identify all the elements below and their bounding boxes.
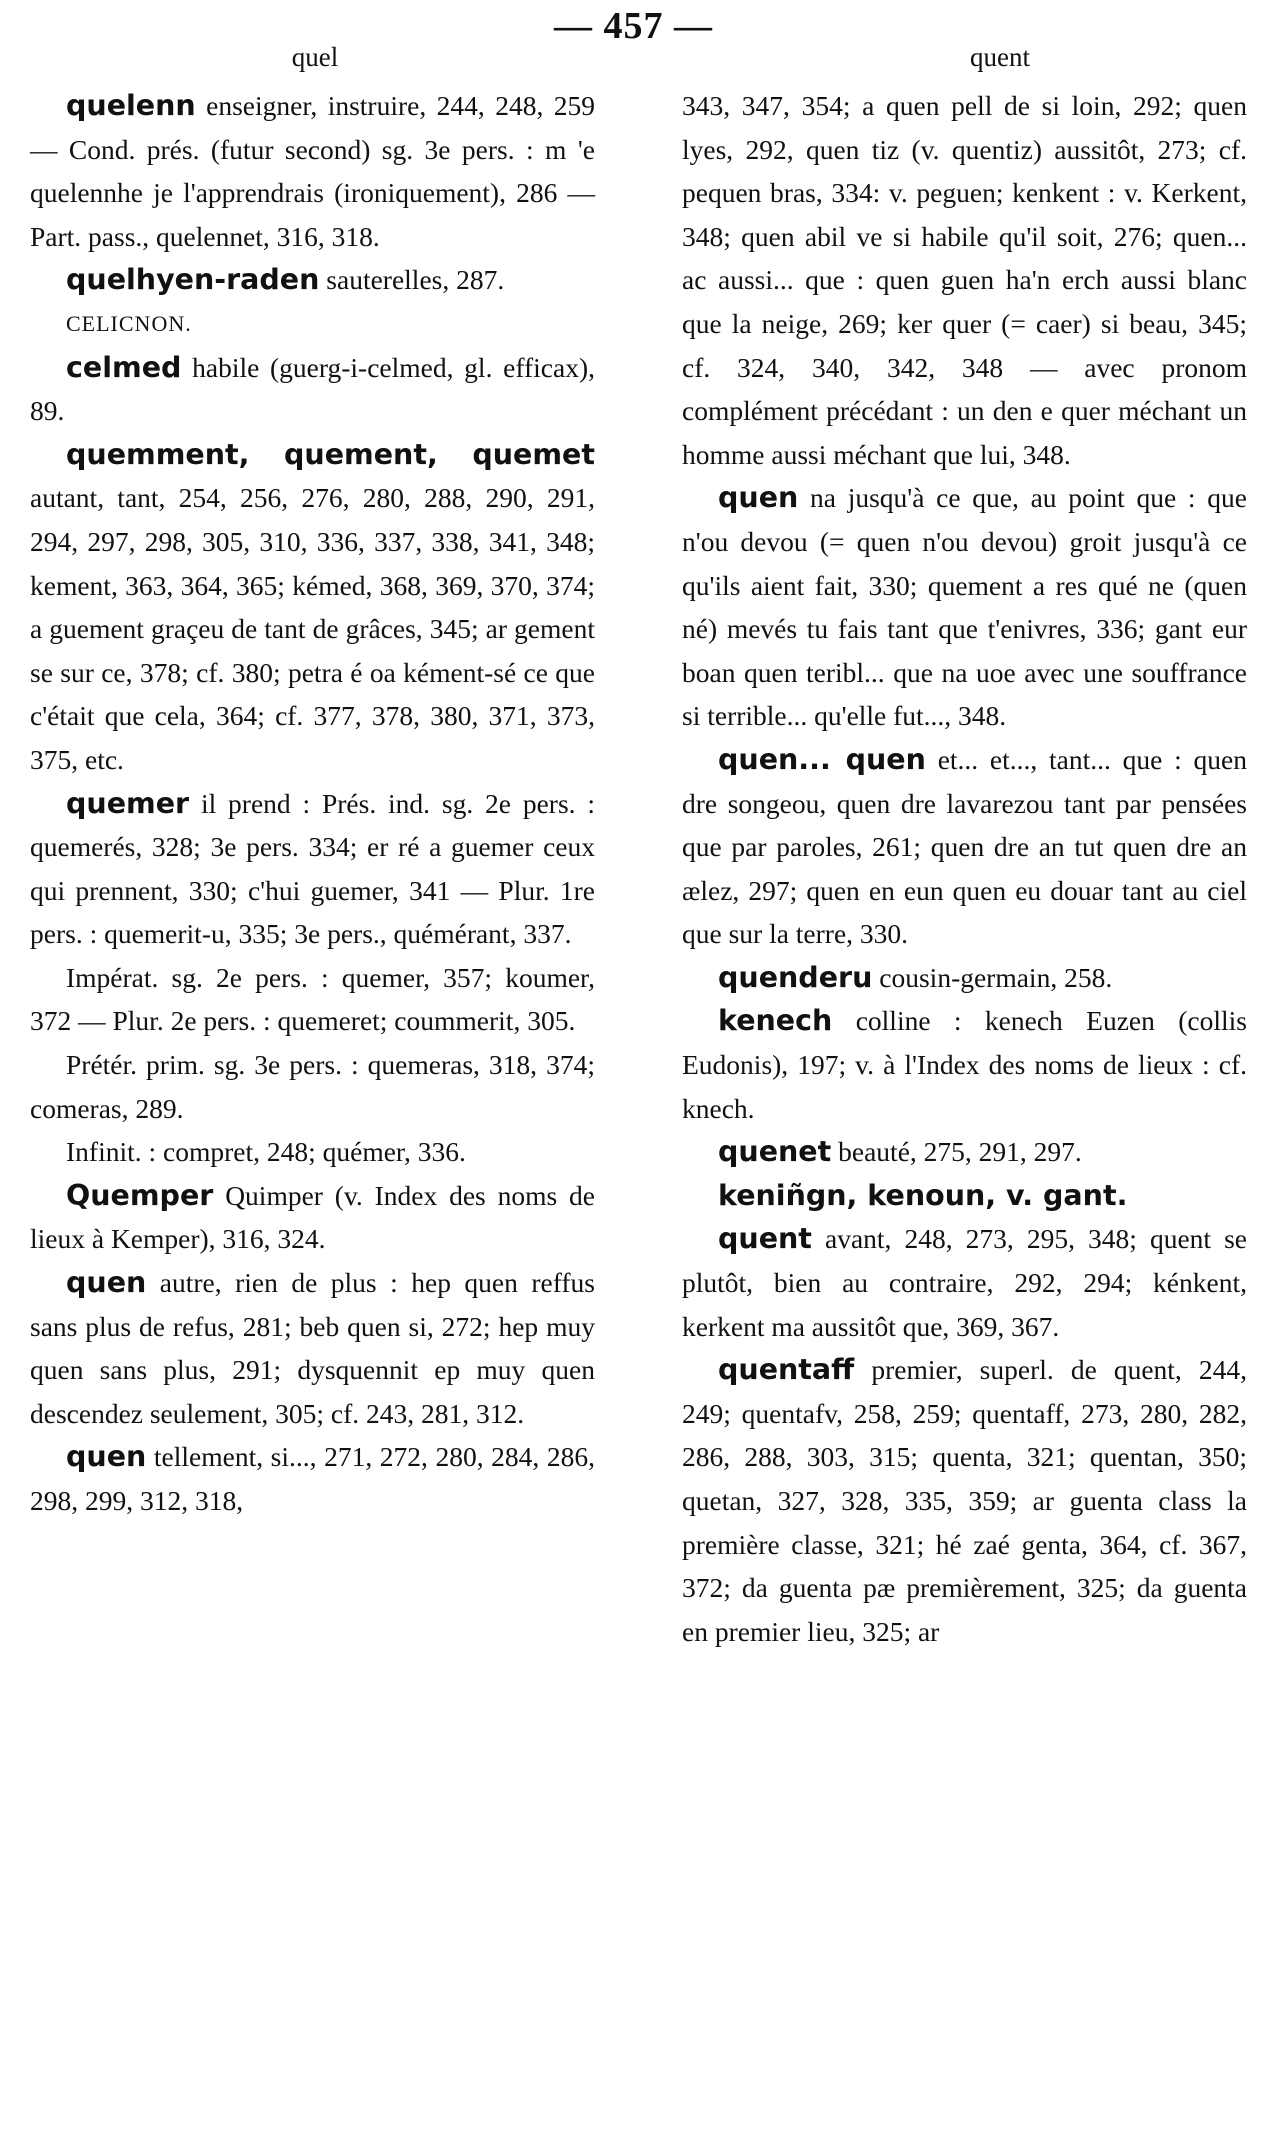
- entry-text: na jusqu'à ce que, au point que : que n'ou devou (= quen n'ou devou) groit jusqu'à ce qu'ils aient fait, 330; quement a res qué ne (quen né) mevés tu fais tant que t'enivres, 336; gant eur boan quen teribl... que na uoe avec une souffrance si terrible... qu'elle fut..., 348.: [682, 482, 1247, 732]
- entry-celicnon: CELICNON.: [66, 310, 192, 336]
- headword: quemer: [66, 786, 190, 820]
- entry-quemment: [30, 433, 595, 782]
- entry-quen-tellement: [30, 1435, 595, 1522]
- entry-text: beauté, 275, 291, 297.: [831, 1136, 1082, 1168]
- entry-quen-quen: [682, 738, 1247, 956]
- headword: quenderu: [718, 960, 873, 994]
- entry-quemer-infinit: Infinit. : compret, 248; quémer, 336.: [66, 1136, 466, 1168]
- headword: quen: [66, 1440, 147, 1474]
- headword: quent: [718, 1222, 812, 1256]
- headword: celmed: [66, 350, 182, 384]
- entry-quemer-imperat: Impérat. sg. 2e pers. : quemer, 357; koumer, 372 — Plur. 2e pers. : quemeret; coummerit, 305.: [30, 961, 595, 1037]
- entry-text: habile (guerg-i-celmed, gl. efficax), 89.: [30, 351, 595, 427]
- entry-text: tellement, si..., 271, 272, 280, 284, 286, 298, 299, 312, 318,: [30, 1441, 595, 1516]
- running-head-right: quent: [970, 42, 1030, 72]
- right-column: [682, 84, 1247, 1653]
- entry-text: autant, tant, 254, 256, 276, 280, 288, 290, 291, 294, 297, 298, 305, 310, 336, 337, 338, 341, 348; kement, 363, 364, 365; kémed, 368, 369, 370, 374; a guement graçeu de tant de grâces, 345; ar gement se sur ce, 378; cf. 380; petra é oa kément-sé ce que c'était que cela, 364; cf. 377, 378, 380, 371, 373, 375, etc.: [30, 482, 595, 775]
- entry-quemper: [30, 1174, 595, 1261]
- page-number: — 457 —: [554, 5, 713, 47]
- headword: quemment, quement, quemet: [66, 437, 595, 471]
- entry-celmed: [30, 346, 595, 433]
- entry-text: Quimper (v. Index des noms de lieux à Kemper), 316, 324.: [30, 1179, 595, 1255]
- headword: Quemper: [66, 1178, 214, 1212]
- entry-quentaff: [682, 1348, 1247, 1653]
- entry-quent: [682, 1217, 1247, 1348]
- entry-text: colline : kenech Euzen (collis Eudonis), 197; v. à l'Index des noms de lieux : cf. knech.: [682, 1005, 1247, 1124]
- entry-quelhyen-raden: [30, 258, 595, 302]
- entry-quenet: [682, 1130, 1247, 1174]
- headword: quelhyen-raden: [66, 263, 320, 297]
- entry-keningn: [682, 1174, 1247, 1218]
- headword: keniñgn, kenoun, v. gant.: [718, 1178, 1128, 1212]
- running-head-left: quel: [291, 42, 339, 72]
- headword: quen: [66, 1266, 147, 1300]
- entry-quemer: [30, 782, 595, 956]
- headword: quen: [718, 481, 799, 515]
- headword: kenech: [718, 1004, 833, 1038]
- headword: quelenn: [66, 89, 196, 122]
- entry-quen-na: [682, 476, 1247, 738]
- entry-text: cousin-germain, 258.: [872, 961, 1113, 993]
- entry-quenderu: [682, 956, 1247, 1000]
- entry-text: enseigner, instruire, 244, 248, 259 — Cond. prés. (futur second) sg. 3e pers. : m 'e quelennhe je l'apprendrais (ironiquement), 286 — Part. pass., quelennet, 316, 318.: [30, 90, 595, 252]
- entry-text: il prend : Prés. ind. sg. 2e pers. : quemerés, 328; 3e pers. 334; er ré a guemer ceux qui prennent, 330; c'hui guemer, 341 — Plur. 1re pers. : quemerit-u, 335; 3e pers., quémérant, 337.: [30, 787, 595, 950]
- left-column: [30, 84, 595, 1523]
- entry-quemer-preter: Prétér. prim. sg. 3e pers. : quemeras, 318, 374; comeras, 289.: [30, 1049, 595, 1124]
- entry-text: avant, 248, 273, 295, 348; quent se plutôt, bien au contraire, 292, 294; kénkent, kerkent ma aussitôt que, 369, 367.: [682, 1223, 1247, 1342]
- entry-quen-tellement-continued: 343, 347, 354; a quen pell de si loin, 292; quen lyes, 292, quen tiz (v. quentiz) aussitôt, 273; cf. pequen bras, 334: v. peguen; kenkent : v. Kerkent, 348; quen abil ve si habile qu'il soit, 276; quen... ac aussi... que : quen guen ha'n erch aussi blanc que la neige, 269; ker quer (= caer) si beau, 345; cf. 324, 340, 342, 348 — avec pronom complément précédant : un den e quer méchant un homme aussi méchant que lui, 348.: [682, 90, 1247, 470]
- headword: quen... quen: [718, 742, 926, 776]
- entry-kenech: [682, 999, 1247, 1130]
- headword: quenet: [718, 1135, 832, 1169]
- entry-quen-autre: [30, 1261, 595, 1435]
- entry-quelenn: [30, 84, 595, 258]
- entry-text: et... et..., tant... que : quen dre songeou, quen dre lavarezou tant par pensées que par paroles, 261; quen dre an tut quen dre an ælez, 297; quen en eun quen eu douar tant au ciel que sur la terre, 330.: [682, 743, 1247, 950]
- headword: quentaff: [718, 1353, 855, 1387]
- entry-text: premier, superl. de quent, 244, 249; quentafv, 258, 259; quentaff, 273, 280, 282, 286, 288, 303, 315; quenta, 321; quentan, 350; quetan, 327, 328, 335, 359; ar guenta class la première classe, 321; hé zaé genta, 364, cf. 367, 372; da guenta pæ premièrement, 325; da guenta en premier lieu, 325; ar: [682, 1354, 1247, 1647]
- entry-text: autre, rien de plus : hep quen reffus sans plus de refus, 281; beb quen si, 272; hep muy quen sans plus, 291; dysquennit ep muy quen descendez seulement, 305; cf. 243, 281, 312.: [30, 1267, 595, 1429]
- entry-text: sauterelles, 287.: [319, 264, 505, 296]
